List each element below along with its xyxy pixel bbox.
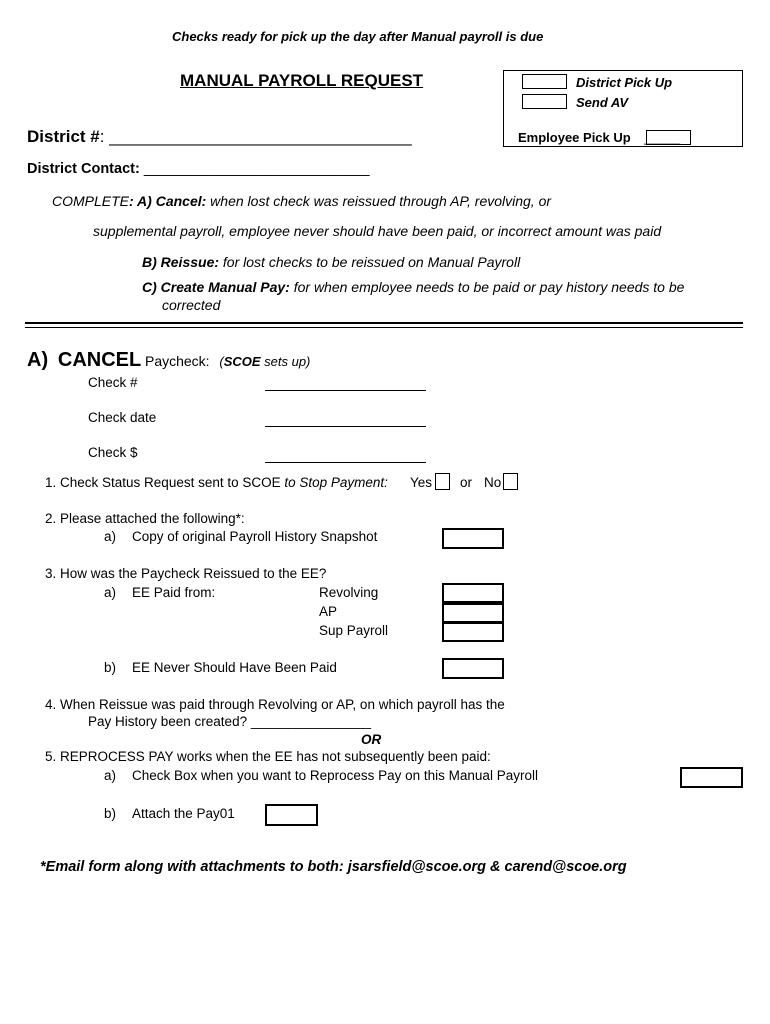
email-instructions: *Email form along with attachments to both: jsarsfield@scoe.org & carend@scoe.org bbox=[40, 859, 627, 875]
create-manual-pay-label: C) Create Manual Pay: bbox=[142, 279, 290, 295]
section-divider bbox=[25, 322, 743, 328]
ap-checkbox[interactable] bbox=[442, 603, 504, 623]
item-4: 4. When Reissue was paid through Revolving or AP, on which payroll has the bbox=[45, 697, 505, 712]
check-date-label: Check date bbox=[88, 410, 157, 425]
check-amount-line[interactable] bbox=[265, 462, 426, 463]
option-sup-payroll: Sup Payroll bbox=[319, 623, 389, 638]
instruction-a bbox=[52, 193, 551, 209]
district-number-blank: ________________________________ bbox=[109, 127, 412, 146]
item-5a-text: Check Box when you want to Reprocess Pay on this Manual Payroll bbox=[132, 768, 538, 783]
no-checkbox[interactable] bbox=[503, 473, 518, 490]
revolving-checkbox[interactable] bbox=[442, 583, 504, 603]
instruction-b bbox=[142, 254, 520, 270]
district-contact-field[interactable] bbox=[27, 161, 370, 177]
section-a-prefix: A) bbox=[27, 349, 49, 371]
cancel-text: when lost check was reissued through AP, revolving, or bbox=[206, 193, 552, 209]
district-pickup-checkbox[interactable] bbox=[522, 74, 567, 89]
item-3b-letter: b) bbox=[104, 660, 117, 675]
item-3a-letter: a) bbox=[104, 585, 117, 600]
item-5b-text: Attach the Pay01 bbox=[132, 806, 235, 821]
item-3: 3. How was the Paycheck Reissued to the EE? bbox=[45, 566, 327, 581]
pickup-options-box bbox=[503, 70, 743, 147]
item-3a-text: EE Paid from: bbox=[132, 585, 216, 600]
option-revolving: Revolving bbox=[319, 585, 379, 600]
item-5a-letter: a) bbox=[104, 768, 117, 783]
cancel-label: : A) Cancel: bbox=[129, 193, 207, 209]
no-label: No bbox=[484, 475, 502, 490]
item-1: 1. Check Status Request sent to SCOE to Stop Payment: bbox=[45, 475, 388, 490]
district-number-label: District # bbox=[27, 127, 100, 146]
yes-checkbox[interactable] bbox=[435, 473, 450, 490]
section-a-heading bbox=[27, 349, 310, 372]
check-number-label: Check # bbox=[88, 375, 138, 390]
section-a-note: (SCOE sets up) bbox=[219, 354, 311, 369]
item-4-cont: Pay History been created? ________________ bbox=[88, 714, 371, 729]
complete-label: COMPLETE bbox=[52, 193, 130, 209]
section-a-paycheck: Paycheck: bbox=[144, 353, 210, 369]
reissue-text: for lost checks to be reissued on Manual Payroll bbox=[219, 254, 521, 270]
item-2: 2. Please attached the following*: bbox=[45, 511, 245, 526]
reissue-label: B) Reissue: bbox=[142, 254, 220, 270]
check-date-line[interactable] bbox=[265, 426, 426, 427]
pickup-notice: Checks ready for pick up the day after Manual payroll is due bbox=[172, 29, 544, 44]
instruction-c bbox=[142, 279, 684, 295]
employee-pickup-blank: _____ bbox=[644, 130, 681, 145]
district-contact-blank: ____________________________ bbox=[143, 161, 370, 177]
payroll-snapshot-checkbox[interactable] bbox=[442, 528, 504, 549]
sup-payroll-checkbox[interactable] bbox=[442, 622, 504, 642]
district-number-field[interactable] bbox=[27, 127, 412, 147]
attach-pay01-checkbox[interactable] bbox=[265, 804, 318, 826]
item-2a-letter: a) bbox=[104, 529, 117, 544]
or-divider: OR bbox=[361, 732, 382, 747]
check-number-line[interactable] bbox=[265, 390, 426, 391]
send-av-label: Send AV bbox=[576, 95, 629, 110]
never-paid-checkbox[interactable] bbox=[442, 658, 504, 679]
instruction-a-cont: supplemental payroll, employee never should have been paid, or incorrect amount was paid bbox=[93, 223, 662, 239]
send-av-checkbox[interactable] bbox=[522, 94, 567, 109]
reprocess-pay-checkbox[interactable] bbox=[680, 767, 743, 788]
item-3b-text: EE Never Should Have Been Paid bbox=[132, 660, 337, 675]
employee-pickup-label: Employee Pick Up bbox=[518, 130, 631, 145]
section-a-cancel: CANCEL bbox=[57, 349, 142, 371]
item-5: 5. REPROCESS PAY works when the EE has not subsequently been paid: bbox=[45, 749, 491, 764]
check-amount-label: Check $ bbox=[88, 445, 138, 460]
or-label: or bbox=[460, 475, 473, 490]
district-number-colon: : bbox=[99, 127, 105, 146]
district-contact-label: District Contact: bbox=[27, 161, 140, 177]
instruction-c-cont: corrected bbox=[162, 297, 221, 313]
option-ap: AP bbox=[319, 604, 338, 619]
page-title: MANUAL PAYROLL REQUEST bbox=[180, 71, 424, 90]
item-2a-text: Copy of original Payroll History Snapshot bbox=[132, 529, 378, 544]
create-manual-pay-text: for when employee needs to be paid or pay history needs to be bbox=[289, 279, 685, 295]
item-5b-letter: b) bbox=[104, 806, 117, 821]
yes-label: Yes bbox=[410, 475, 433, 490]
district-pickup-label: District Pick Up bbox=[576, 75, 673, 90]
